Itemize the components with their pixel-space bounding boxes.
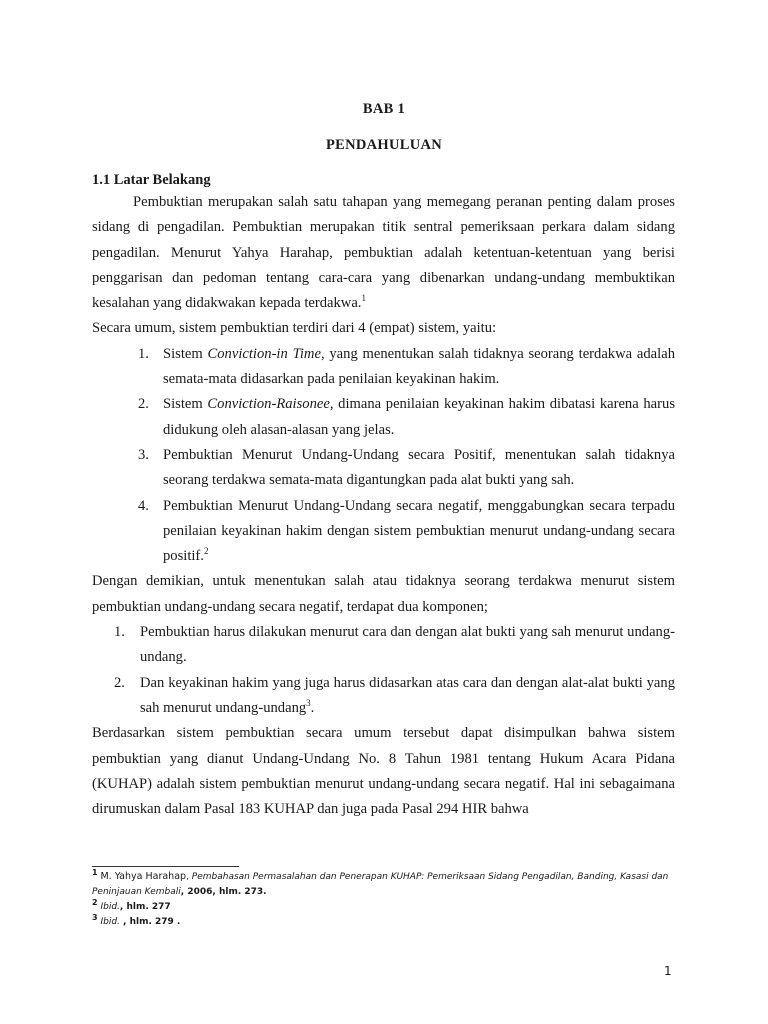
footnote-ref: 1 [361, 293, 366, 304]
body-text [92, 190, 675, 822]
footnote: 1 M. Yahya Harahap, Pembahasan Permasalahan dan Penerapan KUHAP: Pemeriksaan Sidang Pengadilan, Banding, Kasasi dan Peninjauan Kembali, 2006, hlm. 273. [92, 868, 669, 897]
paragraph-4: Berdasarkan sistem pembuktian secara umum tersebut dapat disimpulkan bahwa sistem pembuktian yang dianut Undang-Undang No. 8 Tahun 1981 tentang Hukum Acara Pidana (KUHAP) adalah sistem pembuktian menurut undang-undang secara negatif. Hal ini sebagaimana dirumuskan dalam Pasal 183 KUHAP dan juga pada Pasal 294 HIR bahwa [92, 725, 675, 818]
page-number: 1 [664, 964, 672, 978]
paragraph-1: Pembuktian merupakan salah satu tahapan yang memegang peranan penting dalam proses sidang di pengadilan. Pembuktian merupakan titik sentral pemeriksaan perkara dalam sidang pengadilan. Menurut Yahya Harahap, pembuktian adalah ketentuan-ketentuan yang berisi penggarisan dan pedoman tentang cara-cara yang dibenarkan undang-undang membuktikan kesalahan yang didakwakan kepada terdakwa.$^1$ [92, 194, 675, 312]
paragraph-3: Dengan demikian, untuk menentukan salah atau tidaknya seorang terdakwa menurut sistem pembuktian undang-undang secara negatif, terdapat dua komponen; [92, 573, 675, 615]
list-item: 1. Sistem Conviction-in Time, yang menentukan salah tidaknya seorang terdakwa adalah semata-mata didasarkan pada penilaian keyakinan hakim. [138, 345, 675, 388]
component-list [92, 620, 675, 721]
footnote-divider [92, 866, 239, 867]
paragraph-2: Secara umum, sistem pembuktian terdiri dari 4 (empat) sistem, yaitu: [92, 320, 497, 337]
system-list [92, 342, 675, 570]
list-item: 2. Dan keyakinan hakim yang juga harus didasarkan atas cara dan dengan alat-alat bukti yang sah menurut undang-undang$^3$. [114, 674, 675, 716]
section-heading: 1.1 Latar Belakang [92, 172, 211, 188]
footnote-ref: 3 [306, 698, 311, 709]
footnote: 3 Ibid. , hlm. 279 . [92, 913, 181, 927]
footnotes [92, 866, 692, 930]
list-item: 1. Pembuktian harus dilakukan menurut cara dan dengan alat bukti yang sah menurut undang-undang. [114, 624, 675, 666]
footnote: 2 Ibid., hlm. 277 [92, 898, 171, 912]
chapter-heading: BAB 1 [362, 101, 406, 117]
list-item: 3. Pembuktian Menurut Undang-Undang secara Positif, menentukan salah tidaknya seorang terdakwa semata-mata digantungkan pada alat bukti yang sah. [138, 446, 675, 489]
list-item: 2. Sistem Conviction-Raisonee, dimana penilaian keyakinan hakim dibatasi karena harus didukung oleh alasan-alasan yang jelas. [138, 396, 675, 438]
list-item: 4. Pembuktian Menurut Undang-Undang secara negatif, menggabungkan secara terpadu penilaian keyakinan hakim dengan sistem pembuktian menurut undang-undang secara positif.$^2$ [138, 497, 675, 565]
footnote-ref: 2 [203, 546, 209, 557]
chapter-title: PENDAHULUAN [325, 137, 443, 153]
